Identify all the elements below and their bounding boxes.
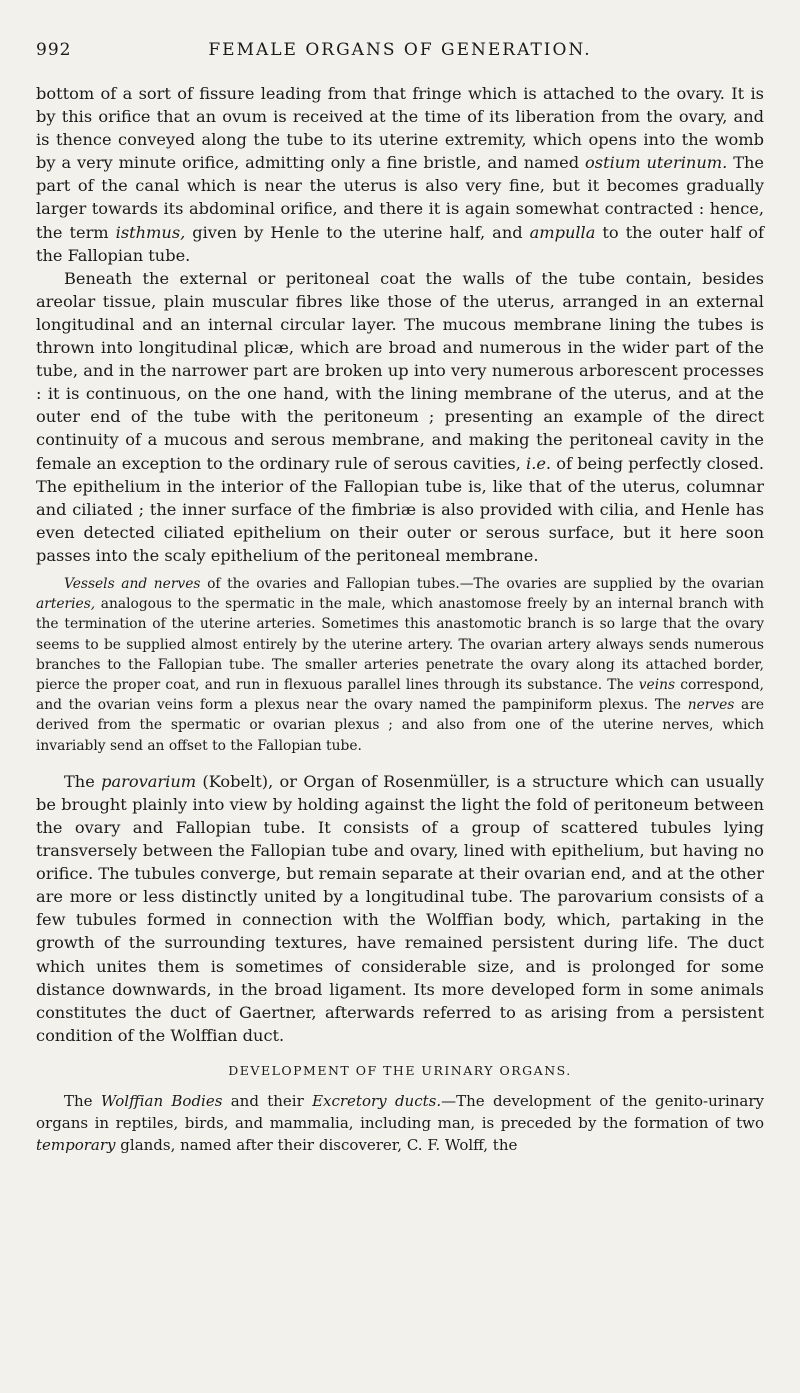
italic-term: Excretory ducts.	[312, 1091, 442, 1110]
page-body	[36, 82, 764, 1156]
italic-term: i.e.	[526, 453, 552, 473]
running-header	[36, 40, 764, 70]
italic-term: Wolffian Bodies	[100, 1091, 223, 1110]
text-run: Beneath the external or peritoneal coat the walls of the tube contain, besides areolar tissue, plain muscular fibres like those of the uterus, arranged in an external longitudinal and an internal circular layer. The mucous membrane lining the tubes is thrown into longitudinal plicæ, which are broad and numerous in the wider part of the tube, and in the narrower part are broken up into very numerous arborescent processes : it is continuous, on the one hand, with the lining membrane of the uterus, and at the outer end of the tube with the peritoneum ; presenting an example of the direct continuity of a mucous and serous membrane, and making the peritoneal cavity in the female an exception to the ordinary rule of serous cavities,	[36, 268, 764, 473]
italic-term: ampulla	[529, 222, 596, 242]
text-run: The	[64, 1091, 101, 1110]
text-run: glands, named after their discoverer, C. F. Wolff, the	[115, 1135, 518, 1154]
italic-term: temporary	[36, 1135, 116, 1154]
book-page	[36, 0, 764, 1393]
italic-term: isthmus,	[115, 222, 186, 242]
text-run: The part of the canal which is near the uterus is also very fine, but it becomes gradually larger towards its abdominal orifice, and there it is again somewhat contracted : hence, the term	[36, 153, 765, 242]
italic-term: parovarium	[101, 771, 197, 791]
text-run: —The development of the genito-urinary organs in reptiles, birds, and mammalia, including man, is preceded by the formation of two	[36, 1091, 764, 1132]
italic-term: ostium uterinum.	[585, 153, 728, 173]
running-title: FEMALE ORGANS OF GENERATION.	[208, 40, 592, 60]
text-run: of being perfectly closed. The epithelium in the interior of the Fallopian tube is, like that of the uterus, columnar and ciliated ; the inner surface of the fimbriæ is also provided with cilia, and Henle has even detected ciliated epithelium on their outer or serous surface, but it here soon passes into the scaly epithelium of the peritoneal membrane.	[36, 453, 764, 565]
page-number: 992	[36, 40, 72, 60]
text-run: bottom of a sort of fissure leading from that fringe which is attached to the ovary. It is by this orifice that an ovum is received at the time of its liberation from the ovary, and is thence conveyed along the tube to its uterine extremity, which opens into the womb by a very minute orifice, admitting only a fine bristle, and named	[36, 84, 764, 173]
italic-term: arteries,	[36, 596, 96, 613]
paragraph-wolffian-bodies	[36, 1090, 764, 1156]
italic-term: Vessels and nerves	[64, 575, 201, 592]
paragraph-parovarium	[36, 770, 764, 1047]
text-run: The	[64, 771, 102, 791]
text-run: to the outer half of the Fallopian tube.	[36, 222, 765, 265]
text-run: (Kobelt), or Organ of Rosenmüller, is a structure which can usually be brought plainly into view by holding against the light the fold of peritoneum between the ovary and Fallopian tube. It consists of a group of scattered tubules lying transversely between the Fallopian tube and ovary, lined with epithelium, but having no orifice. The tubules converge, but remain separate at their ovarian end, and at the other are more or less distinctly united by a longitudinal tube. The parovarium consists of a few tubules formed in connection with the Wolffian body, which, partaking in the growth of the surrounding textures, have remained persistent during life. The duct which unites them is sometimes of considerable size, and is prolonged for some distance downwards, in the broad ligament. Its more developed form in some animals constitutes the duct of Gaertner, afterwards referred to as arising from a persistent condition of the Wolffian duct.	[36, 771, 764, 1045]
paragraph-tube-walls	[36, 267, 764, 567]
text-run: and their	[222, 1091, 313, 1110]
text-run: given by Henle to the uterine half, and	[185, 222, 530, 242]
text-run: analogous to the spermatic in the male, which anastomose freely by an internal branch with the termination of the uterine arteries. Sometimes this anastomotic branch is so large that the ovary seems to be supplied almost entirely by the uterine artery. The ovarian artery always sends numerous branches to the Fallopian tube. The smaller arteries penetrate the ovary along its attached border, pierce the proper coat, and run in flexuous parallel lines through its substance. The	[36, 596, 764, 693]
paragraph-vessels-and-nerves	[36, 574, 764, 756]
text-run: correspond, and the ovarian veins form a plexus near the ovary named the pampiniform plexus. The	[36, 676, 764, 714]
text-run: are derived from the spermatic or ovarian plexus ; and also from one of the uterine nerves, which invariably send an offset to the Fallopian tube.	[36, 697, 765, 754]
paragraph-fallopian-tube-orifice	[36, 82, 764, 267]
text-run: of the ovaries and Fallopian tubes.—The ovaries are supplied by the ovarian	[200, 575, 764, 592]
section-heading: DEVELOPMENT OF THE URINARY ORGANS.	[228, 1062, 572, 1078]
italic-term: nerves	[687, 697, 735, 714]
italic-term: veins	[638, 676, 676, 693]
